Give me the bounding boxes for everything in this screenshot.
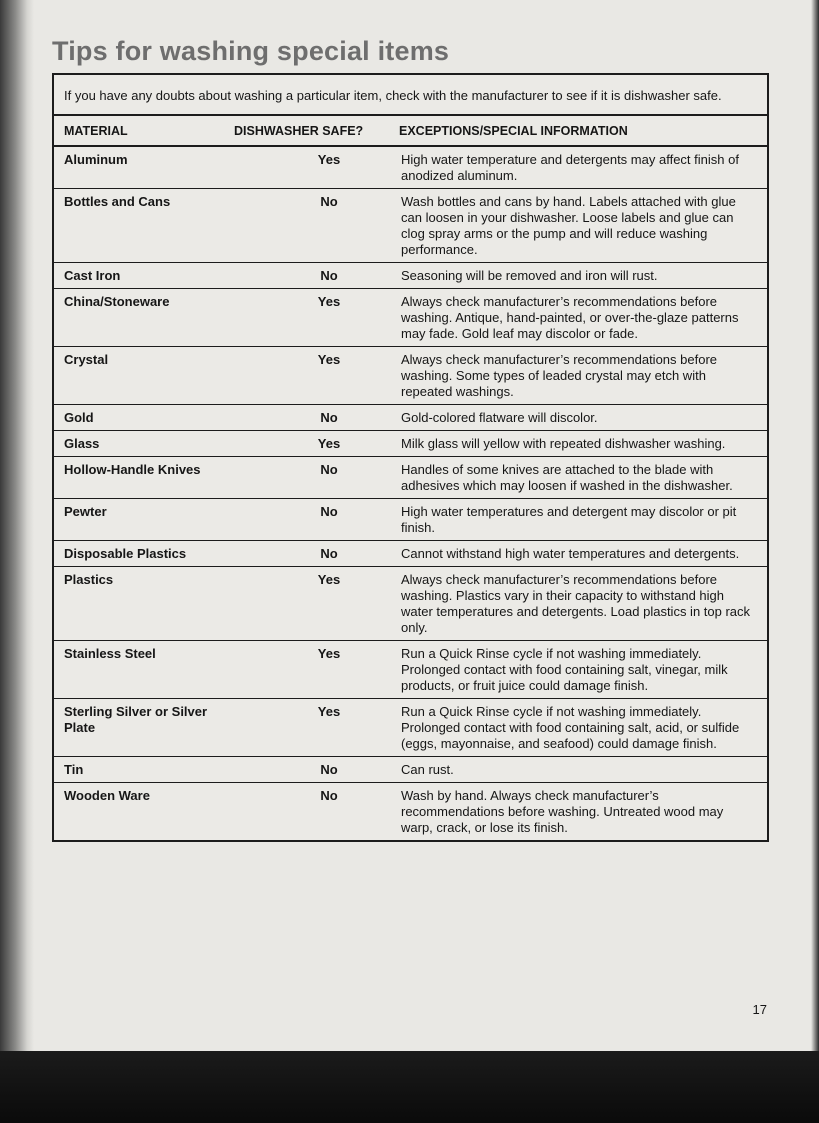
- table-row: [54, 405, 767, 431]
- special-info-cell: Always check manufacturer’s recommendations before washing. Plastics vary in their capacity to withstand high water temperatures and detergents. Load plastics in top rack only.: [389, 567, 767, 641]
- special-info-cell: Cannot withstand high water temperatures and detergents.: [389, 541, 767, 567]
- dishwasher-safe-cell: No: [224, 457, 389, 499]
- material-cell: China/Stoneware: [54, 289, 224, 347]
- special-info-cell: Run a Quick Rinse cycle if not washing immediately. Prolonged contact with food containing salt, acid, or sulfide (eggs, mayonnaise, and seafood) could damage finish.: [389, 699, 767, 757]
- column-header-material: MATERIAL: [54, 116, 224, 146]
- special-info-cell: Seasoning will be removed and iron will rust.: [389, 263, 767, 289]
- table-row: [54, 431, 767, 457]
- material-cell: Sterling Silver or Silver Plate: [54, 699, 224, 757]
- special-info-cell: Gold-colored flatware will discolor.: [389, 405, 767, 431]
- intro-text: If you have any doubts about washing a particular item, check with the manufacturer to see if it is dishwasher safe.: [54, 75, 767, 116]
- material-cell: Hollow-Handle Knives: [54, 457, 224, 499]
- material-cell: Tin: [54, 757, 224, 783]
- page-title: Tips for washing special items: [52, 36, 450, 66]
- table-row: [54, 289, 767, 347]
- table-row: [54, 641, 767, 699]
- dishwasher-safe-cell: No: [224, 757, 389, 783]
- table-row: [54, 567, 767, 641]
- material-cell: Bottles and Cans: [54, 189, 224, 263]
- material-cell: Cast Iron: [54, 263, 224, 289]
- table-row: [54, 699, 767, 757]
- dishwasher-safe-cell: Yes: [224, 431, 389, 457]
- table-row: [54, 146, 767, 189]
- special-info-cell: Handles of some knives are attached to the blade with adhesives which may loosen if washed in the dishwasher.: [389, 457, 767, 499]
- special-info-cell: Wash by hand. Always check manufacturer’s recommendations before washing. Untreated wood may warp, crack, or lose its finish.: [389, 783, 767, 841]
- material-cell: Wooden Ware: [54, 783, 224, 841]
- table-row: [54, 189, 767, 263]
- table-row: [54, 347, 767, 405]
- special-info-cell: Always check manufacturer’s recommendations before washing. Antique, hand-painted, or over-the-glaze patterns may fade. Gold leaf may discolor or fade.: [389, 289, 767, 347]
- special-info-cell: High water temperature and detergents may affect finish of anodized aluminum.: [401, 152, 739, 183]
- table-row: [54, 457, 767, 499]
- table-row: [54, 757, 767, 783]
- scan-bottom-band: [0, 1051, 819, 1123]
- materials-table: [54, 116, 767, 840]
- book-spine-shadow: [0, 0, 34, 1060]
- special-info-cell: Wash bottles and cans by hand. Labels attached with glue can loosen in your dishwasher. Loose labels and glue can clog spray arms or the pump and will reduce washing performance.: [389, 189, 767, 263]
- material-cell: Glass: [54, 431, 224, 457]
- table-row: [54, 263, 767, 289]
- column-header-info: EXCEPTIONS/SPECIAL INFORMATION: [389, 116, 767, 146]
- special-info-cell: Milk glass will yellow with repeated dishwasher washing.: [389, 431, 767, 457]
- table-row: [54, 783, 767, 841]
- dishwasher-safe-cell: No: [224, 405, 389, 431]
- table-header-row: [54, 116, 767, 146]
- dishwasher-safe-cell: No: [224, 783, 389, 841]
- page-number: 17: [752, 1002, 767, 1017]
- material-cell: Disposable Plastics: [54, 541, 224, 567]
- dishwasher-safe-cell: Yes: [224, 347, 389, 405]
- special-info-cell: Can rust.: [389, 757, 767, 783]
- dishwasher-safe-cell: Yes: [224, 289, 389, 347]
- material-cell: Gold: [54, 405, 224, 431]
- tips-table-box: [52, 73, 769, 842]
- dishwasher-safe-cell: No: [224, 499, 389, 541]
- special-info-cell: High water temperatures and detergent may discolor or pit finish.: [389, 499, 767, 541]
- material-cell: Pewter: [54, 499, 224, 541]
- table-row: [54, 499, 767, 541]
- special-info-cell: Run a Quick Rinse cycle if not washing immediately. Prolonged contact with food containing salt, vinegar, milk products, or fruit juice could damage finish.: [389, 641, 767, 699]
- dishwasher-safe-cell: Yes: [224, 699, 389, 757]
- page-edge-shadow: [811, 0, 819, 1060]
- table-row: [54, 541, 767, 567]
- special-info-cell: Always check manufacturer’s recommendations before washing. Some types of leaded crystal may etch with repeated washings.: [389, 347, 767, 405]
- dishwasher-safe-cell: No: [224, 189, 389, 263]
- column-header-safe: DISHWASHER SAFE?: [224, 116, 389, 146]
- material-cell: Stainless Steel: [54, 641, 224, 699]
- dishwasher-safe-cell: Yes: [317, 152, 341, 167]
- material-cell: Crystal: [54, 347, 224, 405]
- material-cell: Plastics: [54, 567, 224, 641]
- dishwasher-safe-cell: No: [224, 541, 389, 567]
- dishwasher-safe-cell: No: [224, 263, 389, 289]
- dishwasher-safe-cell: Yes: [224, 641, 389, 699]
- material-cell: Aluminum: [64, 152, 128, 167]
- dishwasher-safe-cell: Yes: [224, 567, 389, 641]
